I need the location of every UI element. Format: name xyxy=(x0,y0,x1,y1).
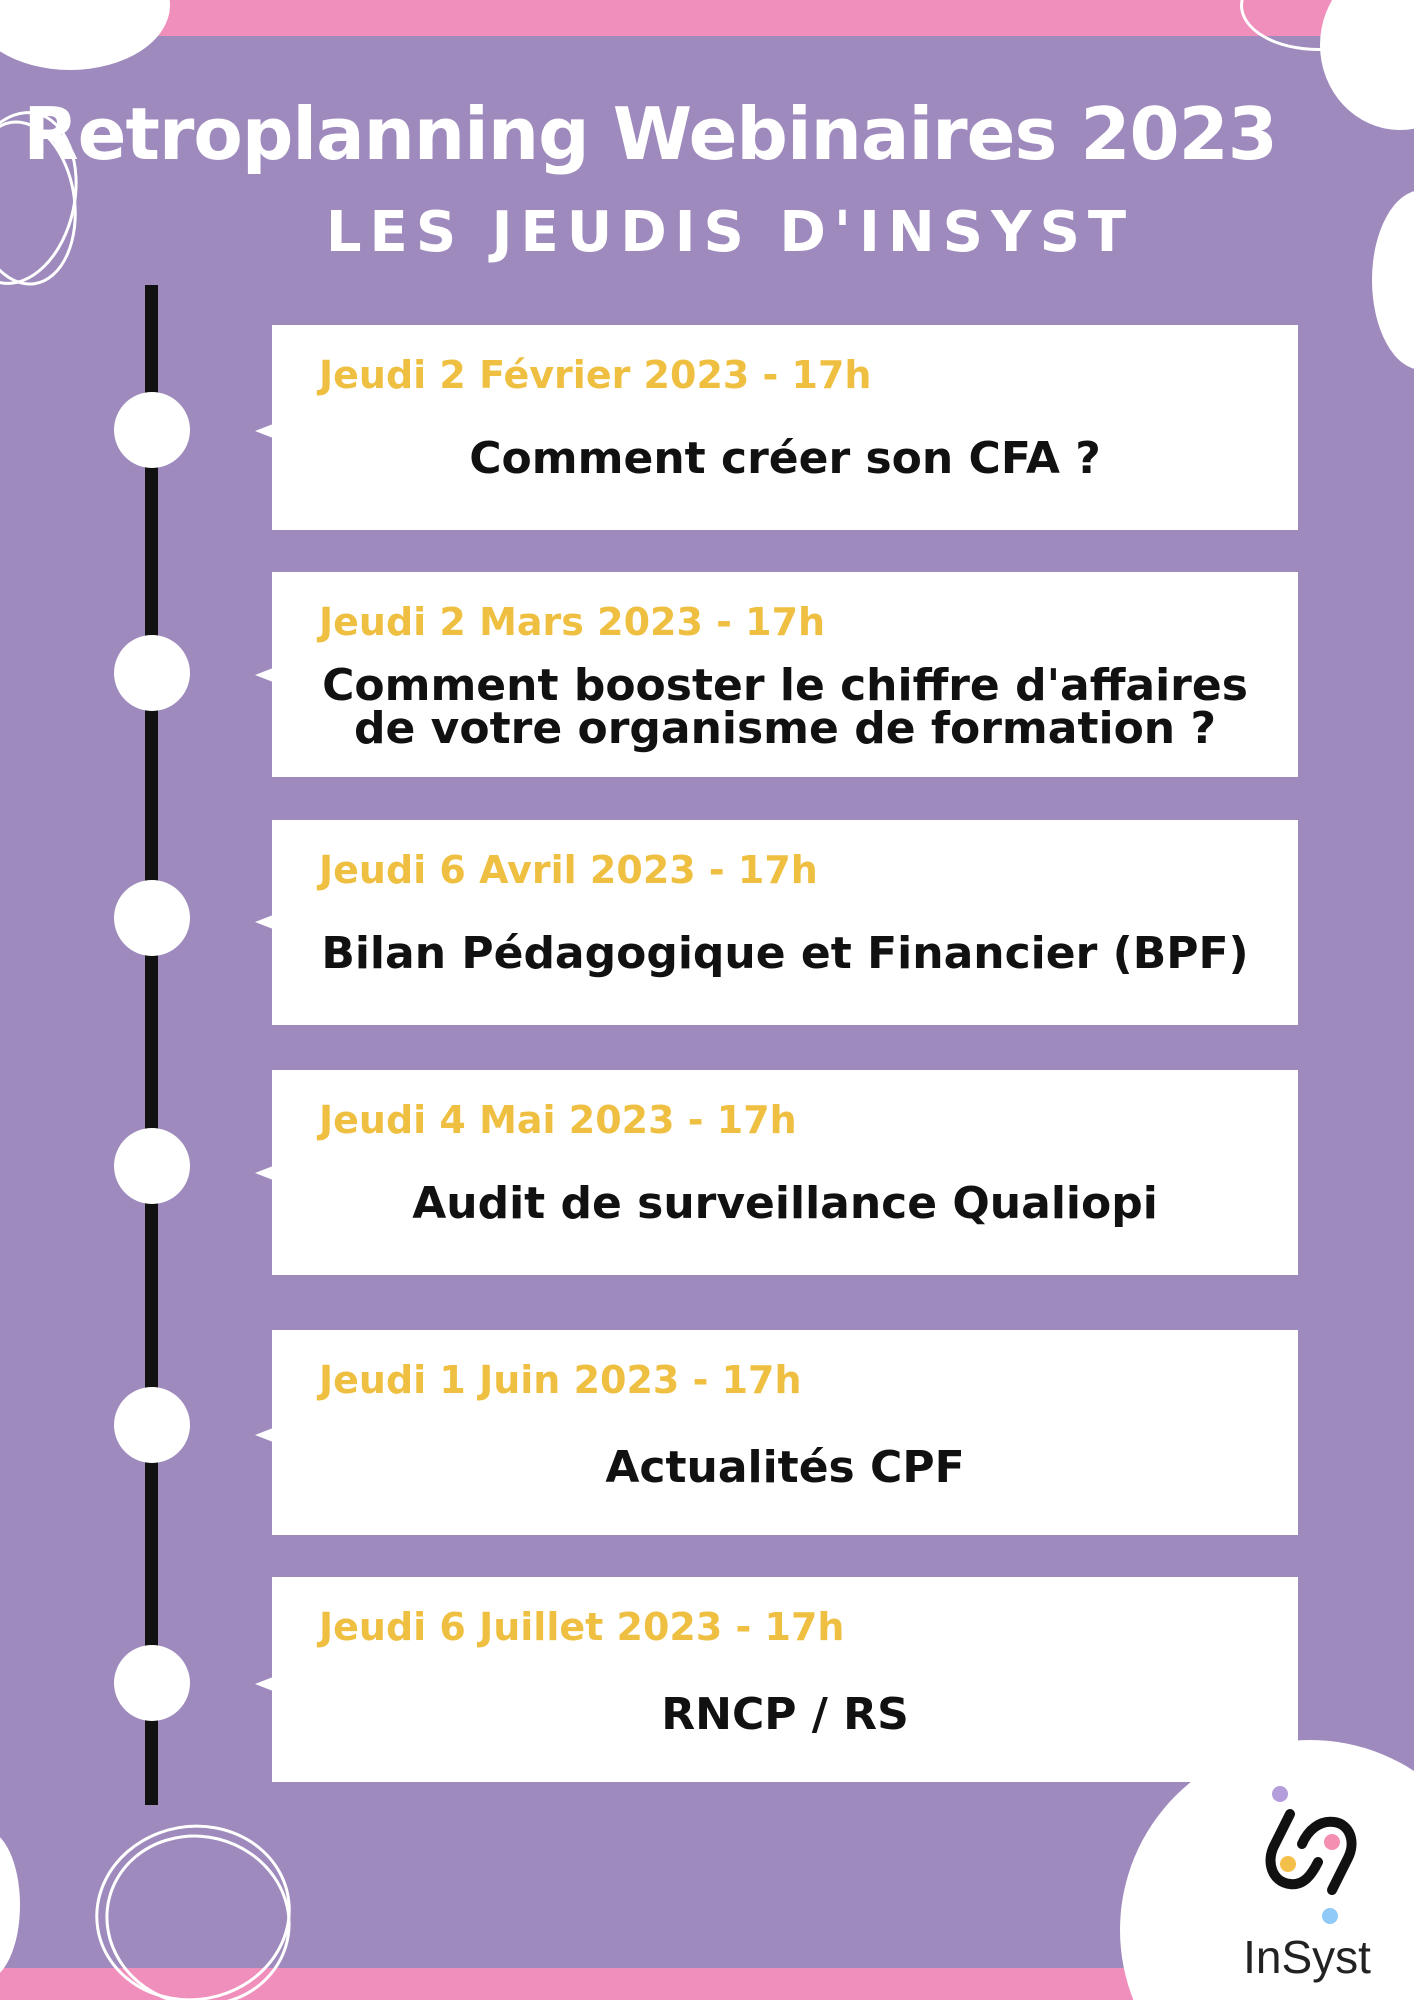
event-topic-line-2: de votre organisme de formation ? xyxy=(354,703,1216,754)
page-subtitle: LES JEUDIS D'INSYST xyxy=(325,200,1135,265)
card-pointer xyxy=(255,668,273,682)
event-date: Jeudi 6 Juillet 2023 - 17h xyxy=(319,1605,845,1649)
logo-wordmark: InSyst xyxy=(1243,1931,1371,1983)
timeline-dot xyxy=(114,1128,190,1204)
decor-blob-bottom-left xyxy=(0,1830,20,1980)
insyst-logo xyxy=(1232,1778,1382,1983)
timeline-line xyxy=(145,285,158,1805)
event-card xyxy=(272,820,1298,1025)
page-title: Retroplanning Webinaires 2023 xyxy=(23,92,1277,176)
card-pointer xyxy=(255,1166,273,1180)
event-card xyxy=(272,325,1298,530)
event-card xyxy=(272,1070,1298,1275)
event-card xyxy=(272,572,1298,777)
decor-blob-top-left xyxy=(0,0,170,70)
card-pointer xyxy=(255,915,273,929)
event-card xyxy=(272,1577,1298,1782)
event-date: Jeudi 6 Avril 2023 - 17h xyxy=(319,848,818,892)
timeline-dot xyxy=(114,392,190,468)
timeline-dot xyxy=(114,1645,190,1721)
event-date: Jeudi 2 Mars 2023 - 17h xyxy=(319,600,826,644)
top-pink-band xyxy=(0,0,1414,36)
event-date: Jeudi 2 Février 2023 - 17h xyxy=(319,353,872,397)
timeline-dot xyxy=(114,880,190,956)
timeline-dot xyxy=(114,635,190,711)
timeline-dot xyxy=(114,1387,190,1463)
event-date: Jeudi 4 Mai 2023 - 17h xyxy=(319,1098,797,1142)
event-topic: Actualités CPF xyxy=(605,1442,965,1493)
event-topic: Comment créer son CFA ? xyxy=(469,433,1101,484)
event-date: Jeudi 1 Juin 2023 - 17h xyxy=(319,1358,802,1402)
insyst-logo-icon xyxy=(1232,1778,1382,1928)
event-topic: RNCP / RS xyxy=(661,1689,909,1740)
event-topic: Audit de surveillance Qualiopi xyxy=(412,1178,1158,1229)
event-topic: Bilan Pédagogique et Financier (BPF) xyxy=(321,928,1249,979)
card-pointer xyxy=(255,1677,273,1691)
event-card xyxy=(272,1330,1298,1535)
event-topic-line-1: Comment booster le chiffre d'affaires xyxy=(322,660,1248,711)
card-pointer xyxy=(255,1428,273,1442)
card-pointer xyxy=(255,424,273,438)
